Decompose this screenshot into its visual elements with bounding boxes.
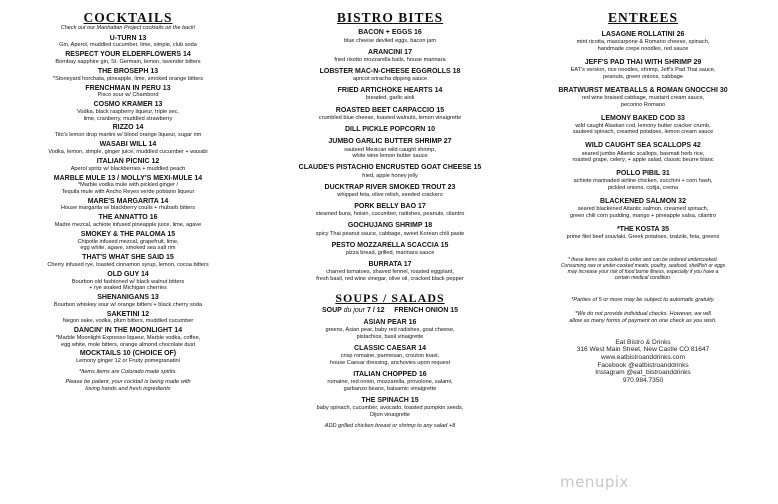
menu-item-title: MOCKTAILS 10 (CHOICE OF)	[79, 350, 177, 358]
menu-item-title: ROASTED BEET CARPACCIO 15	[335, 106, 445, 114]
menu-item-title: ITALIAN PICNIC 12	[96, 157, 160, 165]
menu-item-description: steamed buns, hoisin, cucumber, radishes, peanuts, cilantro	[315, 211, 465, 218]
menu-item	[22, 231, 234, 252]
menu-item	[22, 158, 234, 172]
menu-item	[275, 397, 505, 419]
menu-item-title: SAKETINI 12	[106, 310, 150, 318]
menu-item	[275, 184, 505, 199]
checks-policy: *We do not provide individual checks. However, we will allow as many forms of payment on one check as you wish.	[569, 311, 717, 325]
soups-heading: SOUPS / SALADS	[335, 290, 445, 305]
menu-item-description: *Stoneyard horchata, pineapple, lime, smoked orange bitters	[52, 75, 204, 82]
menu-item-title: WILD CAUGHT SEA SCALLOPS 42	[585, 142, 701, 150]
menu-item-title: FRIED ARTICHOKE HEARTS 14	[337, 87, 443, 95]
salads-list	[275, 319, 505, 419]
cocktail-list	[22, 35, 234, 365]
menu-item	[22, 68, 234, 82]
menu-item-description: Aperol spritz w/ blackberries + muddled peach	[70, 165, 186, 172]
menu-item-description: Gin, Aperol, muddled cucumber, lime, simple, club soda	[59, 42, 197, 49]
menu-item-description: mint ricotta, mascarpone & Romano cheese, spinach, handmade crepe noodles, red sauce	[576, 39, 710, 53]
cocktails-footnote-patience: Please be patient, your cocktail is being made with loving hands and fresh ingredients	[65, 379, 191, 392]
menu-item	[22, 198, 234, 212]
menu-item	[275, 319, 505, 341]
menu-item	[22, 124, 234, 138]
menu-item	[523, 198, 763, 220]
menu-item-title: PORK BELLY BAO 17	[354, 203, 426, 211]
menu-item	[275, 29, 505, 44]
phone-number: 970.984.7350	[622, 376, 664, 384]
menu-item-description: wild caught Alaskan cod, lemony butter cracker crumb, sauteed spinach, creamed potatoes, lemon cream sauce	[572, 122, 714, 136]
menu-item-description: achiote marinaded airline chicken, zucchini + corn hash, pickled onions, cotija, crema	[573, 178, 713, 192]
bites-heading: BISTRO BITES	[336, 10, 444, 25]
menu-item	[275, 107, 505, 122]
menu-item	[22, 51, 234, 65]
menu-item-title: DUCKTRAP RIVER SMOKED TROUT 23	[324, 183, 456, 191]
entrees-column	[523, 0, 763, 384]
menu-item-title: RIZZO 14	[112, 124, 144, 132]
menu-item	[22, 141, 234, 155]
menu-item-description: Chipotle infused mezcal, grapefruit, lime, egg white, agave, smoked sea salt rim	[77, 238, 179, 252]
menu-item-title: BURRATA 17	[368, 260, 412, 268]
menu-item-title: POLLO PIBIL 31	[616, 170, 670, 178]
menu-item-description: prime filet beef souvlaki, Greek potatoes, tzatziki, feta, greens	[566, 233, 720, 240]
menu-item-description: Bourbon whiskey sour w/ orange bitters + black cherry soda	[53, 301, 203, 308]
soup-price: 7 / 12	[366, 306, 385, 314]
menu-item-description: Pisco sour w/ Chambord	[97, 92, 159, 99]
menu-item-description: whipped feta, olive relish, seeded crackers	[337, 191, 443, 198]
menu-item-description: blue cheese deviled eggs, bacon jam	[343, 37, 437, 44]
menu-item	[275, 49, 505, 64]
menu-item	[275, 164, 505, 179]
menu-item-title: SMOKEY & THE PALOMA 15	[80, 231, 176, 239]
menu-item-description: *Marble vodka mule with pickled ginger / Tequila mule with Ancho Reyes verde poblano liqueur	[61, 182, 195, 195]
menu-item-title: FRENCHMAN IN PERU 13	[85, 84, 171, 92]
menu-item	[523, 170, 763, 192]
menu-item	[22, 35, 234, 49]
menu-item-description: romaine, red onion, mozzarella, provolone, salami, garbanzo beans, balsamic vinaigrette	[327, 379, 453, 392]
entrees-heading: ENTREES	[607, 10, 679, 25]
menu-item	[523, 59, 763, 81]
menu-item-description: crisp romaine, parmesan, crouton toast, house Caesar dressing, anchovies upon request	[329, 353, 451, 366]
menu-item	[22, 85, 234, 99]
menu-item-title: CLASSIC CAESAR 14	[354, 344, 426, 352]
menu-item-description: Madre mezcal, achiote infused pineapple juice, lime, agave	[54, 222, 202, 229]
menu-item-title: THE SPINACH 15	[361, 396, 419, 404]
menu-item-title: LEMONY BAKED COD 33	[601, 114, 685, 122]
facebook-link[interactable]: Facebook @eatbistroanddrinks	[597, 361, 689, 369]
gratuity-policy: *Parties of 5 or more may be subject to automatic gratuity.	[571, 296, 715, 303]
menu-item-title: BLACKENED SALMON 32	[600, 197, 686, 205]
menu-item-description: seared jumbo Atlantic scallops, basmati herb rice, roasted grape, celery, + apple salad, classic beurre blanc	[572, 150, 714, 164]
menupix-watermark: menupix	[560, 473, 629, 491]
menu-item-description: fried, apple honey jelly	[362, 172, 418, 179]
menu-item-description: EAT's version, rice noodles, shrimp, Jeff's Pad Thai sauce, peanuts, green onions, cabbage	[570, 67, 716, 80]
menu-item	[275, 371, 505, 393]
soup-line	[275, 307, 505, 315]
menu-item-title: GOCHUJANG SHRIMP 18	[347, 222, 433, 230]
menu-item-title: PESTO MOZZARELLA SCACCIA 15	[331, 241, 449, 249]
menu-item-title: DILL PICKLE POPCORN 10	[344, 125, 436, 133]
menu-item	[275, 222, 505, 237]
salad-addon: ADD grilled chicken breast or shrimp to any salad +8	[324, 422, 456, 429]
menu-item-description: Bourbon old fashioned w/ black walnut bitters + rye soaked Michigan cherries	[71, 278, 185, 292]
soup-note: du jour	[343, 306, 366, 314]
menu-item-title: U-TURN 13	[109, 34, 147, 42]
menu-item-description: fried risotto mozzarella balls, house marinara	[334, 56, 446, 63]
menu-item-title: DANCIN' IN THE MOONLIGHT 14	[73, 327, 183, 335]
menu-item	[523, 87, 763, 109]
menu-item-title: CLAUDE'S PISTACHIO ENCRUSTED GOAT CHEESE 15	[298, 164, 482, 172]
bites-list	[275, 29, 505, 282]
menu-item-description: red wine braised cabbage, mustard cream sauce, pecorino Romano	[581, 94, 705, 108]
menu-item-description: spicy Thai peanut sauce, cabbage, sweet Korean chili paste	[315, 230, 465, 237]
contact-block	[523, 339, 763, 385]
menu-item	[275, 138, 505, 160]
menu-item-title: LOBSTER MAC-N-CHEESE EGGROLLS 18	[319, 67, 461, 75]
menu-item-title: MARE'S MARGARITA 14	[87, 197, 169, 205]
menu-item-description: Bombay sapphire gin, St. Germain, lemon, lavender bitters	[55, 59, 201, 65]
menu-item-description: *Marble Moonlight Expresso liqueur, Marble vodka, coffee, egg white, mole bitters, orange almond chocolate dust	[55, 335, 201, 348]
menu-item-title: RESPECT YOUR ELDERFLOWERS 14	[65, 51, 191, 59]
french-onion: FRENCH ONION 15	[394, 306, 459, 314]
menu-item	[275, 68, 505, 83]
menu-item-title: OLD GUY 14	[107, 270, 149, 278]
menu-item-title: JEFF'S PAD THAI WITH SHRIMP 29	[584, 58, 702, 66]
menu-item-title: ARANCINI 17	[368, 48, 412, 56]
menu-item	[275, 203, 505, 218]
menu-item-title: BRATWURST MEATBALLS & ROMAN GNOCCHI 30	[558, 86, 728, 94]
address: 316 West Main Street, New Castle CO 81647	[576, 346, 710, 354]
menu-item-description: Vodka, lemon, simple, ginger juice, muddled cucumber + wasabi	[48, 148, 208, 155]
menu-item	[523, 31, 763, 53]
menu-item	[22, 101, 234, 122]
menu-item	[22, 254, 234, 268]
menu-item	[275, 87, 505, 102]
menu-item	[275, 261, 505, 283]
menu-item-description: pizza bread, grilled, marinara sauce	[345, 249, 435, 256]
menu-item-title: ITALIAN CHOPPED 16	[353, 370, 427, 378]
website-link[interactable]: www.eatbistroanddrinks.com	[601, 353, 685, 361]
menu-item-description: greens, Asian pear, baby red radishes, goat cheese, pistachios, basil vinaigrette	[325, 327, 455, 340]
menu-item-title: JUMBO GARLIC BUTTER SHRIMP 27	[328, 138, 452, 146]
menu-item-title: *THE KOSTA 35	[616, 225, 670, 233]
cocktails-column	[22, 0, 234, 392]
raw-food-disclaimer: * these items are cooked to order and can be ordered undercooked. Consuming raw or under-cooked meats, poultry, seafood, shellfish or eggs may increase your risk of food borne illness, especially if you have a certain medical condition.	[560, 256, 726, 281]
menu-item-title: WASABI WILL 14	[99, 141, 157, 149]
entrees-list	[523, 31, 763, 240]
menu-item-title: COSMO KRAMER 13	[93, 101, 163, 109]
menu-item-title: SHENANIGANS 13	[97, 293, 159, 301]
menu-item	[275, 242, 505, 257]
menu-item	[523, 115, 763, 137]
instagram-link[interactable]: Instagram @eat_bistroanddrinks	[595, 369, 691, 377]
menu-item	[22, 175, 234, 196]
cocktails-note: Check out our Manhattan Project cocktails on the back!	[60, 25, 196, 31]
menu-item	[22, 294, 234, 308]
menu-item-description: Negon sake, vodka, plum bitters, muddled cucumber	[62, 318, 194, 325]
menu-item	[22, 271, 234, 292]
menu-item-title: THE ANNATTO 16	[98, 214, 158, 222]
menu-item-title: BACON + EGGS 16	[358, 29, 422, 37]
menu-item	[22, 327, 234, 348]
menu-item	[523, 226, 763, 241]
cocktails-footnote: *Items items are Colorado made spirits.	[79, 368, 177, 375]
menu-item-description: apricot sriracha dipping sauce	[352, 76, 428, 83]
menu-item-title: MARBLE MULE 13 / MOLLY'S MEXI-MULE 14	[53, 174, 203, 182]
menu-item-description: seared blackened Atlantic salmon, creamed spinach, green chili corn pudding, mango + pineapple salsa, cilantro	[570, 206, 716, 219]
menu-item	[523, 142, 763, 164]
restaurant-name: Eat Bistro & Drinks	[615, 338, 671, 346]
menu-item-title: LASAGNE ROLLATINI 26	[601, 31, 685, 39]
menu-item	[275, 126, 505, 134]
cocktails-heading: COCKTAILS	[83, 10, 173, 25]
menu-item-title: ASIAN PEAR 16	[363, 318, 417, 326]
menu-item-description: baby spinach, cucumber, avocado, toasted pumpkin seeds, Dijon vinaigrette	[316, 405, 464, 418]
menu-item-description: charred tomatoes, shaved fennel, roasted eggplant, fresh basil, red wine vinegar, olive oil, cracked black pepper	[316, 269, 464, 282]
menu-item	[275, 345, 505, 367]
menu-item-description: Lemony ginger 12 or Fruity pomegranatini	[76, 358, 180, 365]
menu-item-description: crumbled blue cheese, toasted walnuts, lemon vinaigrette	[318, 114, 462, 121]
menu-item-title: THE BROSEPH 13	[97, 67, 159, 75]
menu-item	[22, 311, 234, 325]
menu-item-description: Tito's lemon drop martini w/ blood orange liqueur, sugar rim	[54, 132, 202, 139]
menu-item	[22, 350, 234, 364]
menu-item-description: Vodka, black raspberry liqueur, triple sec, lime, cranberry, muddled strawberry	[77, 109, 179, 122]
bites-column	[275, 0, 505, 429]
menu-item-title: THAT'S WHAT SHE SAID 15	[82, 254, 174, 262]
menu-item-description: sauteed Mexican wild caught shrimp, white wine lemon butter sauce	[344, 146, 436, 160]
menu-item-description: Cherry infused rye, toasted cinnamon syrup, lemon, cocoa bitters	[47, 261, 209, 268]
menu-item	[22, 214, 234, 228]
menu-item-description: House margarita w/ blackberry coulis + rhubarb bitters	[60, 205, 196, 212]
menu-item-description: breaded, garlic aioli	[365, 95, 415, 102]
soup-title: SOUP	[321, 306, 342, 314]
